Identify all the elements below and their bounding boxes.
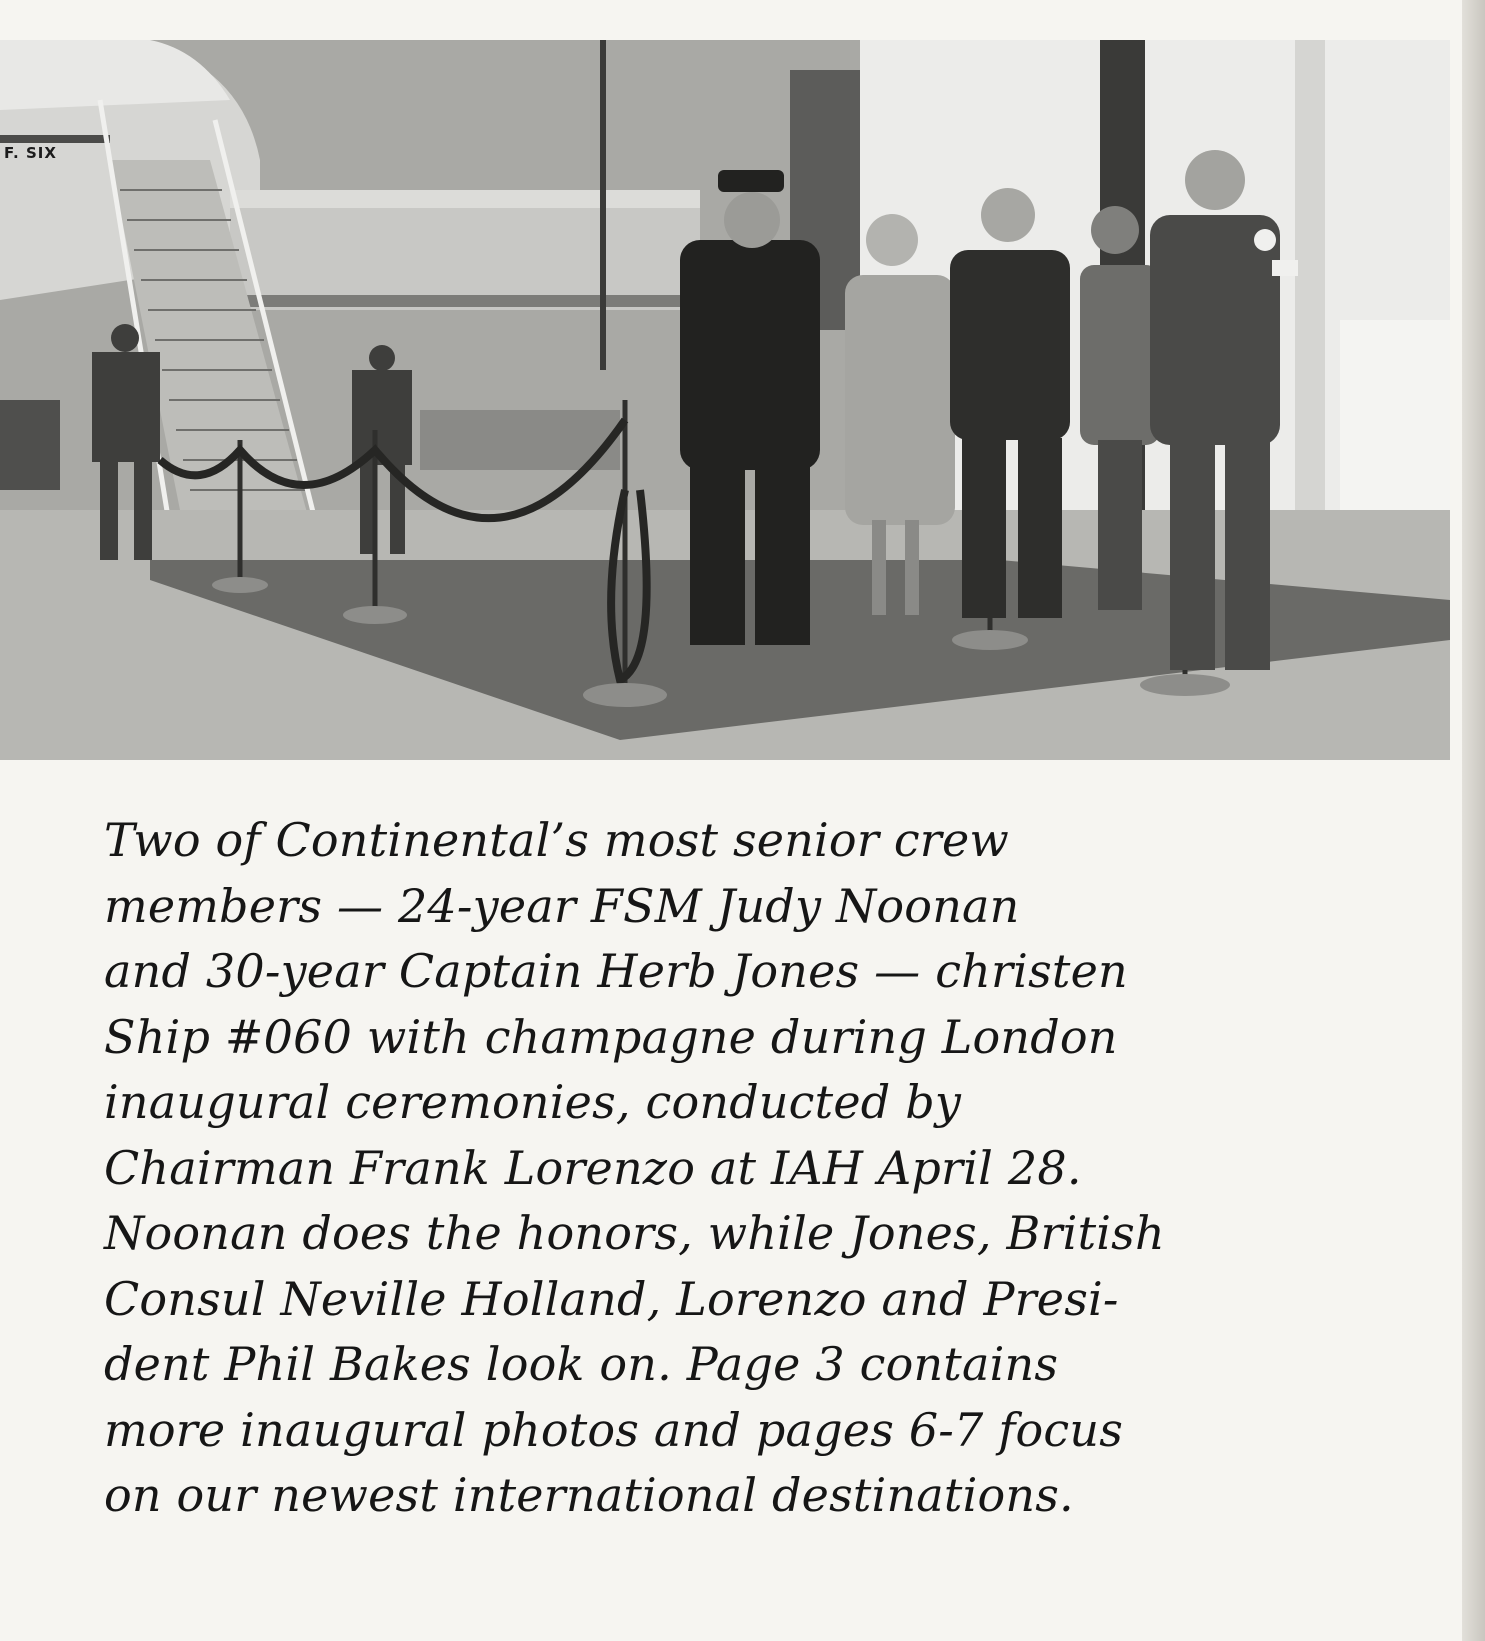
photo-caption: Two of Continental’s most senior crew members — 24-year FSM Judy Noonan and 30-year Captain Herb Jones — christen Ship #060 with champagne during London inaugural ceremonies, conducted by Chairman Frank Lorenzo at IAH April 28. Noonan does the honors, while Jones, British Consul Neville Holland, Lorenzo and Presi- dent Phil Bakes look on. Page 3 contains more inaugural photos and pages 6-7 focus on our newest international destinations. [104, 813, 1165, 1522]
aircraft-marking: F. SIX [4, 144, 57, 162]
page-edge [1462, 0, 1485, 1641]
ceremony-photo [0, 40, 1450, 760]
